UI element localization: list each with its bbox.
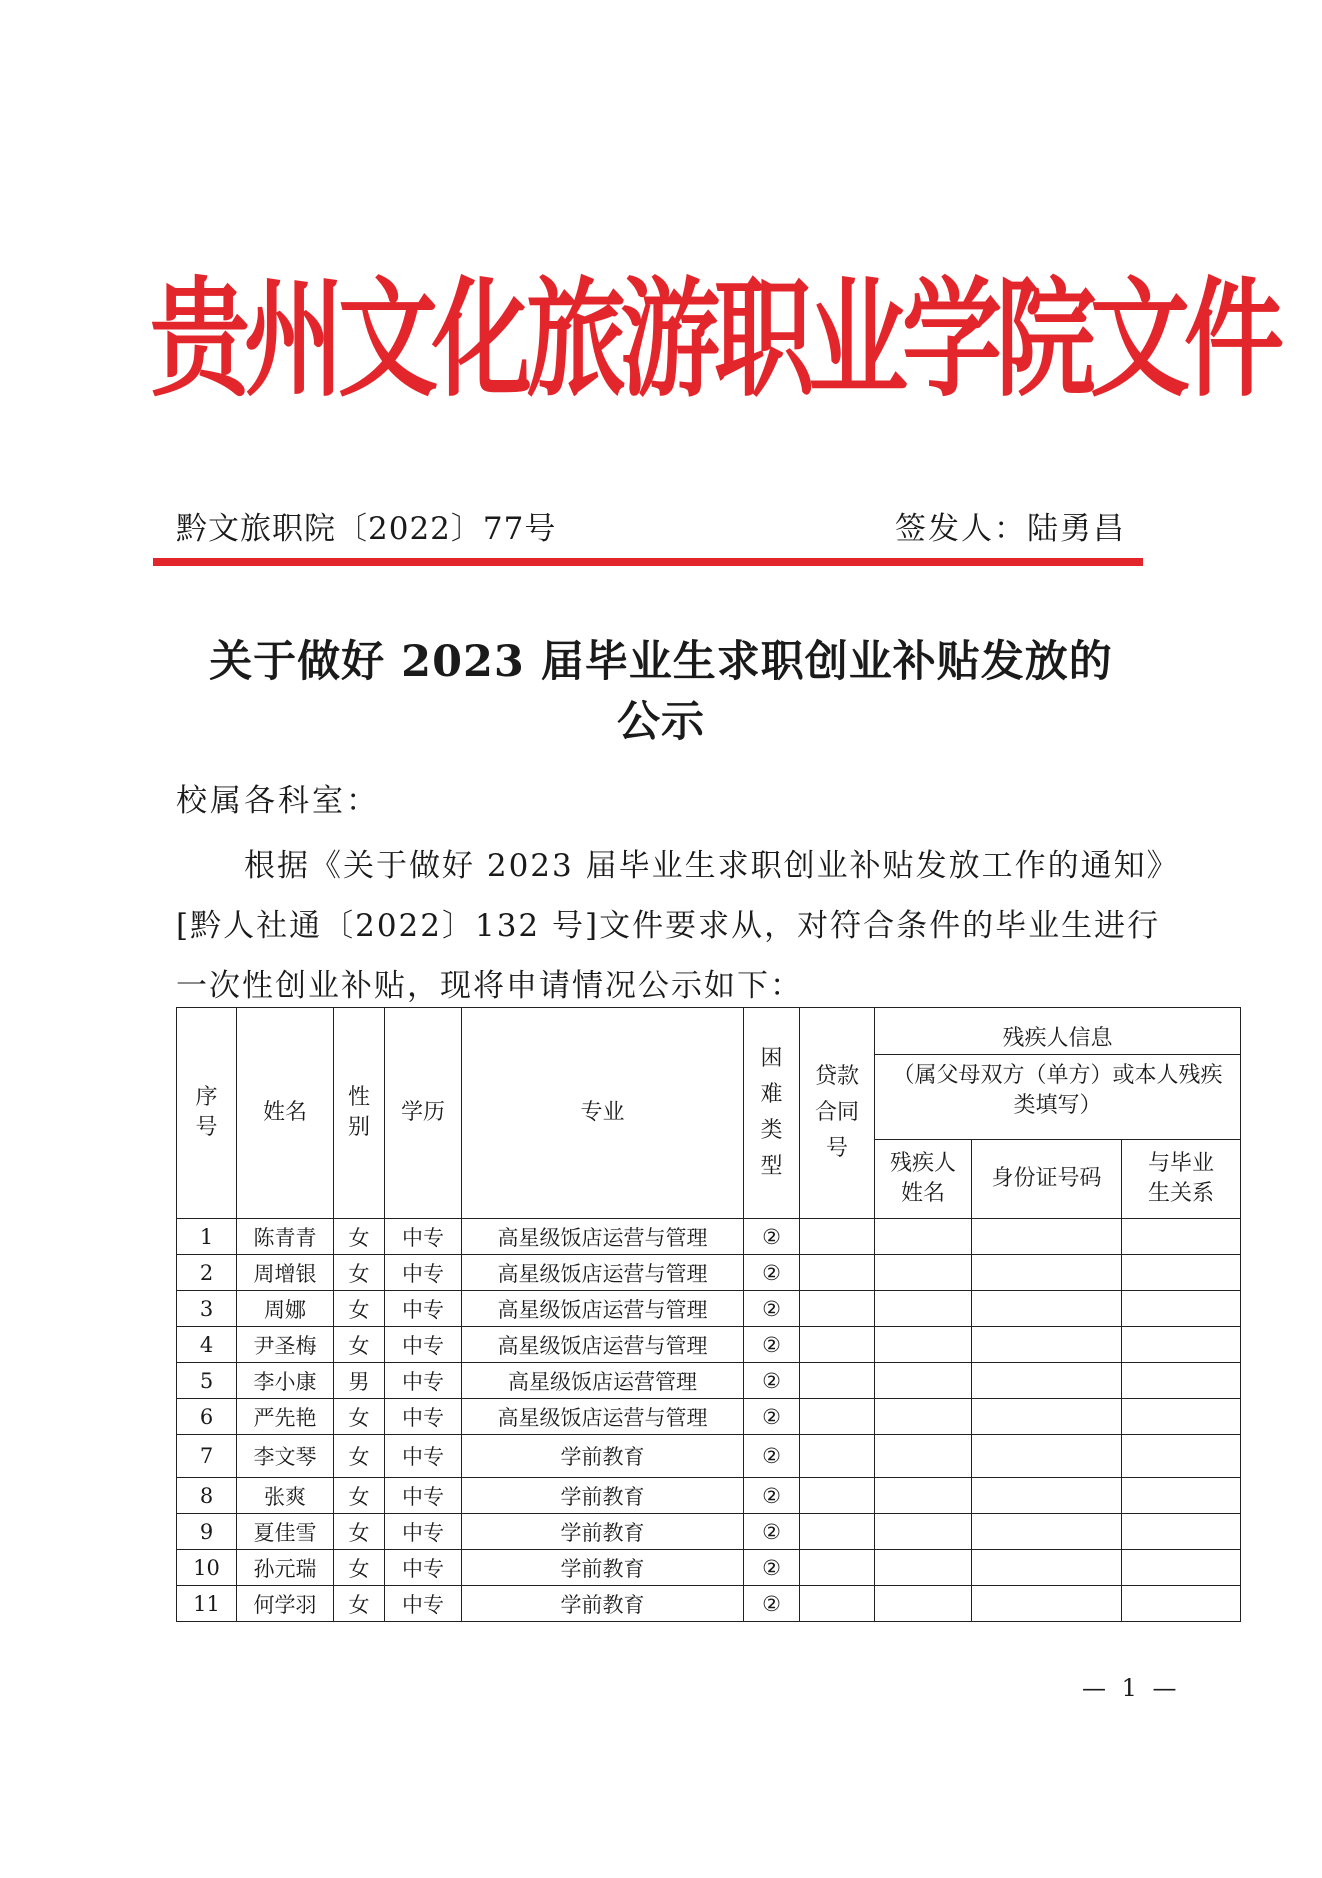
cell-gender: 女 bbox=[334, 1514, 385, 1550]
header-id-number: 身份证号码 bbox=[972, 1139, 1122, 1218]
cell-hardship: ② bbox=[744, 1399, 800, 1435]
cell-id-number bbox=[972, 1435, 1122, 1478]
cell-id-number bbox=[972, 1219, 1122, 1255]
header-disability-info: 残疾人信息 bbox=[875, 1008, 1241, 1055]
cell-id-number bbox=[972, 1255, 1122, 1291]
cell-gender: 女 bbox=[334, 1327, 385, 1363]
cell-loan bbox=[800, 1514, 875, 1550]
cell-relationship bbox=[1122, 1399, 1241, 1435]
table-row bbox=[177, 1514, 1241, 1550]
cell-gender: 男 bbox=[334, 1363, 385, 1399]
cell-major: 高星级饭店运营与管理 bbox=[462, 1219, 744, 1255]
cell-loan bbox=[800, 1363, 875, 1399]
cell-hardship: ② bbox=[744, 1291, 800, 1327]
cell-id-number bbox=[972, 1478, 1122, 1514]
cell-education: 中专 bbox=[385, 1478, 462, 1514]
cell-name: 李文琴 bbox=[237, 1435, 334, 1478]
cell-name: 张爽 bbox=[237, 1478, 334, 1514]
cell-relationship bbox=[1122, 1478, 1241, 1514]
header-gender: 性别 bbox=[334, 1008, 385, 1219]
cell-id-number bbox=[972, 1327, 1122, 1363]
cell-loan bbox=[800, 1327, 875, 1363]
header-education: 学历 bbox=[385, 1008, 462, 1219]
cell-name: 何学羽 bbox=[237, 1586, 334, 1622]
cell-education: 中专 bbox=[385, 1586, 462, 1622]
cell-major: 高星级饭店运营与管理 bbox=[462, 1291, 744, 1327]
cell-seq: 11 bbox=[177, 1586, 237, 1622]
cell-relationship bbox=[1122, 1435, 1241, 1478]
header-seq: 序号 bbox=[177, 1008, 237, 1219]
cell-hardship: ② bbox=[744, 1363, 800, 1399]
cell-major: 高星级饭店运营与管理 bbox=[462, 1255, 744, 1291]
cell-hardship: ② bbox=[744, 1586, 800, 1622]
document-header-title: 贵州文化旅游职业学院文件 bbox=[150, 264, 1278, 415]
cell-disabled-name bbox=[875, 1478, 972, 1514]
cell-id-number bbox=[972, 1514, 1122, 1550]
cell-education: 中专 bbox=[385, 1399, 462, 1435]
table-row bbox=[177, 1435, 1241, 1478]
cell-hardship: ② bbox=[744, 1255, 800, 1291]
cell-major: 学前教育 bbox=[462, 1514, 744, 1550]
header-relationship: 与毕业生关系 bbox=[1122, 1139, 1241, 1218]
cell-id-number bbox=[972, 1291, 1122, 1327]
cell-hardship: ② bbox=[744, 1514, 800, 1550]
cell-education: 中专 bbox=[385, 1514, 462, 1550]
header-disability-note: （属父母双方（单方）或本人残疾类填写） bbox=[875, 1054, 1241, 1139]
cell-name: 周增银 bbox=[237, 1255, 334, 1291]
cell-loan bbox=[800, 1586, 875, 1622]
cell-education: 中专 bbox=[385, 1550, 462, 1586]
cell-id-number bbox=[972, 1550, 1122, 1586]
cell-seq: 7 bbox=[177, 1435, 237, 1478]
cell-hardship: ② bbox=[744, 1435, 800, 1478]
cell-relationship bbox=[1122, 1550, 1241, 1586]
cell-major: 高星级饭店运营与管理 bbox=[462, 1399, 744, 1435]
cell-name: 夏佳雪 bbox=[237, 1514, 334, 1550]
cell-relationship bbox=[1122, 1327, 1241, 1363]
cell-major: 高星级饭店运营管理 bbox=[462, 1363, 744, 1399]
cell-seq: 5 bbox=[177, 1363, 237, 1399]
cell-loan bbox=[800, 1435, 875, 1478]
table-row bbox=[177, 1327, 1241, 1363]
cell-loan bbox=[800, 1255, 875, 1291]
cell-major: 高星级饭店运营与管理 bbox=[462, 1327, 744, 1363]
cell-name: 孙元瑞 bbox=[237, 1550, 334, 1586]
cell-major: 学前教育 bbox=[462, 1586, 744, 1622]
table-row bbox=[177, 1219, 1241, 1255]
cell-hardship: ② bbox=[744, 1219, 800, 1255]
cell-disabled-name bbox=[875, 1399, 972, 1435]
table-row bbox=[177, 1363, 1241, 1399]
table-row bbox=[177, 1550, 1241, 1586]
cell-loan bbox=[800, 1291, 875, 1327]
cell-disabled-name bbox=[875, 1219, 972, 1255]
cell-relationship bbox=[1122, 1363, 1241, 1399]
table-row bbox=[177, 1586, 1241, 1622]
cell-gender: 女 bbox=[334, 1550, 385, 1586]
cell-hardship: ② bbox=[744, 1327, 800, 1363]
header-hardship-type: 困难类型 bbox=[744, 1008, 800, 1219]
cell-id-number bbox=[972, 1399, 1122, 1435]
header-disabled-name: 残疾人姓名 bbox=[875, 1139, 972, 1218]
cell-major: 学前教育 bbox=[462, 1550, 744, 1586]
notice-title-line-2: 公示 bbox=[617, 697, 705, 747]
cell-disabled-name bbox=[875, 1550, 972, 1586]
cell-seq: 9 bbox=[177, 1514, 237, 1550]
notice-title-line-1: 关于做好 2023 届毕业生求职创业补贴发放的 bbox=[209, 637, 1113, 687]
cell-seq: 4 bbox=[177, 1327, 237, 1363]
cell-id-number bbox=[972, 1586, 1122, 1622]
cell-name: 李小康 bbox=[237, 1363, 334, 1399]
cell-seq: 8 bbox=[177, 1478, 237, 1514]
cell-seq: 1 bbox=[177, 1219, 237, 1255]
cell-relationship bbox=[1122, 1291, 1241, 1327]
cell-seq: 10 bbox=[177, 1550, 237, 1586]
header-name: 姓名 bbox=[237, 1008, 334, 1219]
cell-seq: 3 bbox=[177, 1291, 237, 1327]
cell-gender: 女 bbox=[334, 1435, 385, 1478]
cell-relationship bbox=[1122, 1255, 1241, 1291]
cell-disabled-name bbox=[875, 1291, 972, 1327]
table-row bbox=[177, 1255, 1241, 1291]
table-row bbox=[177, 1478, 1241, 1514]
cell-seq: 6 bbox=[177, 1399, 237, 1435]
notice-body-paragraph: 根据《关于做好 2023 届毕业生求职创业补贴发放工作的通知》[黔人社通〔2022〕132 号]文件要求从，对符合条件的毕业生进行一次性创业补贴，现将申请情况公示如下： bbox=[176, 848, 1165, 1004]
table-row bbox=[177, 1399, 1241, 1435]
cell-gender: 女 bbox=[334, 1255, 385, 1291]
cell-major: 学前教育 bbox=[462, 1478, 744, 1514]
header-major: 专业 bbox=[462, 1008, 744, 1219]
cell-gender: 女 bbox=[334, 1399, 385, 1435]
cell-loan bbox=[800, 1478, 875, 1514]
cell-education: 中专 bbox=[385, 1291, 462, 1327]
salutation: 校属各科室： bbox=[176, 783, 380, 819]
cell-loan bbox=[800, 1219, 875, 1255]
cell-loan bbox=[800, 1550, 875, 1586]
table-row bbox=[177, 1291, 1241, 1327]
cell-loan bbox=[800, 1399, 875, 1435]
cell-education: 中专 bbox=[385, 1219, 462, 1255]
cell-name: 周娜 bbox=[237, 1291, 334, 1327]
cell-gender: 女 bbox=[334, 1586, 385, 1622]
cell-relationship bbox=[1122, 1586, 1241, 1622]
cell-id-number bbox=[972, 1363, 1122, 1399]
cell-hardship: ② bbox=[744, 1478, 800, 1514]
cell-disabled-name bbox=[875, 1255, 972, 1291]
cell-name: 陈青青 bbox=[237, 1219, 334, 1255]
cell-name: 尹圣梅 bbox=[237, 1327, 334, 1363]
grant-recipients-table bbox=[176, 1007, 1241, 1622]
cell-name: 严先艳 bbox=[237, 1399, 334, 1435]
cell-gender: 女 bbox=[334, 1219, 385, 1255]
cell-gender: 女 bbox=[334, 1478, 385, 1514]
cell-relationship bbox=[1122, 1219, 1241, 1255]
red-divider-rule bbox=[153, 558, 1143, 566]
cell-disabled-name bbox=[875, 1363, 972, 1399]
cell-education: 中专 bbox=[385, 1435, 462, 1478]
cell-disabled-name bbox=[875, 1514, 972, 1550]
cell-education: 中专 bbox=[385, 1363, 462, 1399]
cell-disabled-name bbox=[875, 1435, 972, 1478]
header-loan-contract: 贷款合同号 bbox=[800, 1008, 875, 1219]
page-number: — 1 — bbox=[1082, 1674, 1181, 1702]
issuer-signature: 签发人：陆勇昌 bbox=[895, 511, 1126, 547]
cell-gender: 女 bbox=[334, 1291, 385, 1327]
cell-seq: 2 bbox=[177, 1255, 237, 1291]
document-number: 黔文旅职院〔2022〕77号 bbox=[176, 511, 557, 547]
notice-title bbox=[150, 632, 1172, 752]
cell-hardship: ② bbox=[744, 1550, 800, 1586]
cell-education: 中专 bbox=[385, 1327, 462, 1363]
cell-major: 学前教育 bbox=[462, 1435, 744, 1478]
cell-relationship bbox=[1122, 1514, 1241, 1550]
cell-disabled-name bbox=[875, 1586, 972, 1622]
cell-education: 中专 bbox=[385, 1255, 462, 1291]
cell-disabled-name bbox=[875, 1327, 972, 1363]
